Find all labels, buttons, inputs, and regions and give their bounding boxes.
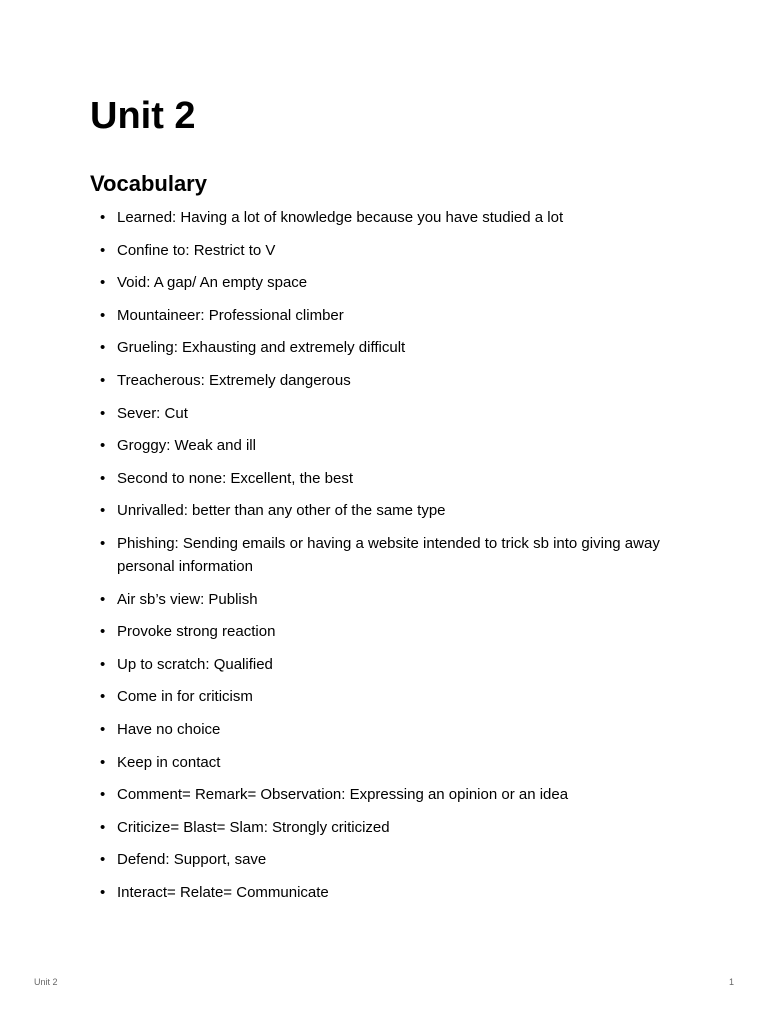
vocabulary-item-text: Phishing: Sending emails or having a website intended to trick sb into giving away personal information xyxy=(117,534,660,575)
bullet-icon: • xyxy=(100,590,106,608)
vocabulary-item xyxy=(90,532,690,578)
vocabulary-item-text: Up to scratch: Qualified xyxy=(117,655,273,673)
vocabulary-item xyxy=(90,816,690,839)
bullet-icon: • xyxy=(100,306,106,324)
vocabulary-item xyxy=(90,783,690,806)
vocabulary-item xyxy=(90,402,690,425)
bullet-icon: • xyxy=(100,437,106,455)
bullet-icon: • xyxy=(100,655,106,673)
bullet-icon: • xyxy=(100,623,106,641)
vocabulary-item xyxy=(90,369,690,392)
vocabulary-item-text: Defend: Support, save xyxy=(117,851,267,869)
vocabulary-item xyxy=(90,653,690,676)
vocabulary-item xyxy=(90,304,690,327)
vocabulary-item-text: Provoke strong reaction xyxy=(117,623,276,641)
vocabulary-item-text: Grueling: Exhausting and extremely difficult xyxy=(117,339,406,357)
vocabulary-item-text: Treacherous: Extremely dangerous xyxy=(117,371,351,389)
bullet-icon: • xyxy=(100,753,106,771)
bullet-icon: • xyxy=(100,720,106,738)
vocabulary-item xyxy=(90,588,690,611)
section-title-vocabulary: Vocabulary xyxy=(90,171,207,196)
vocabulary-item xyxy=(90,685,690,708)
vocabulary-item-text: Come in for criticism xyxy=(117,688,253,706)
bullet-icon: • xyxy=(100,274,106,292)
vocabulary-item-text: Comment= Remark= Observation: Expressing an opinion or an idea xyxy=(117,786,569,804)
bullet-icon: • xyxy=(100,851,106,869)
vocabulary-item xyxy=(90,271,690,294)
vocabulary-item xyxy=(90,499,690,522)
vocabulary-item-text: Air sb’s view: Publish xyxy=(117,590,258,608)
bullet-icon: • xyxy=(100,883,106,901)
vocabulary-item xyxy=(90,467,690,490)
bullet-icon: • xyxy=(100,209,106,226)
vocabulary-item-text: Criticize= Blast= Slam: Strongly criticized xyxy=(117,818,390,836)
bullet-icon: • xyxy=(100,371,106,389)
footer-page-number: 1 xyxy=(728,977,734,987)
vocabulary-list xyxy=(90,206,690,913)
vocabulary-item-text: Learned: Having a lot of knowledge because you have studied a lot xyxy=(117,209,564,226)
vocabulary-item xyxy=(90,336,690,359)
vocabulary-item xyxy=(90,751,690,774)
bullet-icon: • xyxy=(100,786,106,804)
vocabulary-item-text: Sever: Cut xyxy=(117,404,188,422)
bullet-icon: • xyxy=(100,404,106,422)
vocabulary-item-text: Have no choice xyxy=(117,720,221,738)
bullet-icon: • xyxy=(100,502,106,520)
vocabulary-item xyxy=(90,206,690,229)
vocabulary-item-text: Second to none: Excellent, the best xyxy=(117,469,353,487)
vocabulary-item xyxy=(90,848,690,871)
vocabulary-item-text: Confine to: Restrict to V xyxy=(117,241,276,259)
footer-title: Unit 2 xyxy=(34,977,58,987)
bullet-icon: • xyxy=(100,241,106,259)
document-title: Unit 2 xyxy=(90,95,196,137)
vocabulary-item-text: Mountaineer: Professional climber xyxy=(117,306,344,324)
vocabulary-item xyxy=(90,718,690,741)
vocabulary-item-text: Groggy: Weak and ill xyxy=(117,437,256,455)
bullet-icon: • xyxy=(100,534,106,552)
vocabulary-item xyxy=(90,239,690,262)
bullet-icon: • xyxy=(100,469,106,487)
vocabulary-item xyxy=(90,434,690,457)
bullet-icon: • xyxy=(100,688,106,706)
bullet-icon: • xyxy=(100,818,106,836)
vocabulary-item xyxy=(90,620,690,643)
vocabulary-item-text: Unrivalled: better than any other of the same type xyxy=(117,502,446,520)
vocabulary-item-text: Void: A gap/ An empty space xyxy=(117,274,308,292)
vocabulary-item xyxy=(90,881,690,904)
bullet-icon: • xyxy=(100,339,106,357)
vocabulary-item-text: Keep in contact xyxy=(117,753,221,771)
vocabulary-item-text: Interact= Relate= Communicate xyxy=(117,883,329,901)
